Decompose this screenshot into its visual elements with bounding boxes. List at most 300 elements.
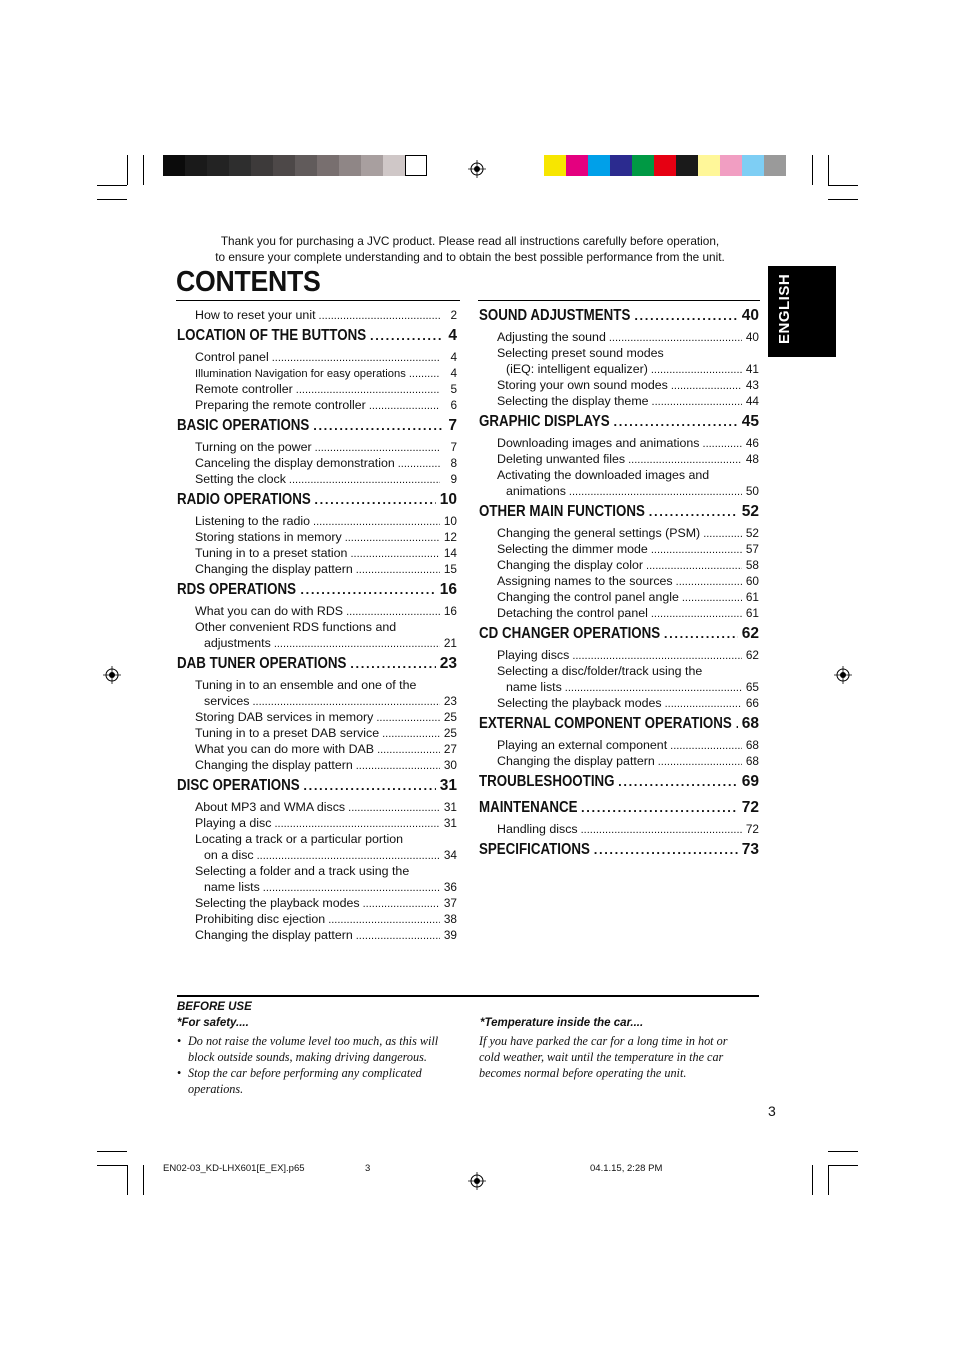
toc-item (479, 436, 759, 452)
toc-section-title: GRAPHIC DISPLAYS (479, 413, 610, 430)
toc-section-title: LOCATION OF THE BUTTONS (177, 327, 367, 344)
crop-mark (143, 1165, 144, 1195)
toc-item-page: 40 (745, 330, 759, 344)
toc-section-page: 73 (741, 841, 759, 858)
crop-mark (828, 1151, 858, 1152)
leader-dots (272, 352, 440, 364)
toc-item (177, 896, 457, 912)
toc-item-label: Storing DAB services in memory (195, 710, 374, 724)
toc-item (177, 382, 457, 398)
leader-dots (313, 516, 440, 528)
before-use-heading: BEFORE USE (177, 1001, 252, 1013)
crop-mark (812, 155, 813, 185)
toc-section-page: 40 (741, 307, 759, 324)
toc-item-page: 66 (745, 696, 759, 710)
toc-item-label: What you can do with RDS (195, 604, 344, 618)
toc-section-page: 16 (439, 581, 457, 598)
toc-item (479, 574, 759, 590)
toc-item-page: 8 (450, 456, 457, 470)
leader-dots (703, 528, 742, 540)
toc-item (177, 710, 457, 726)
toc-item (177, 530, 457, 546)
toc-item-page: 46 (745, 436, 759, 450)
leader-dots (594, 842, 738, 857)
print-swatch (163, 155, 185, 176)
print-swatch (720, 155, 742, 176)
leader-dots (319, 310, 440, 322)
divider (177, 995, 759, 997)
toc-item (177, 440, 457, 456)
print-swatch (764, 155, 786, 176)
toc-section-heading (177, 777, 457, 800)
toc-item-page: 15 (443, 562, 457, 576)
toc-item-label: Playing an external component (497, 738, 668, 752)
toc-item-label: Changing the display pattern (195, 928, 353, 942)
toc-item (177, 514, 457, 530)
toc-item-page: 57 (745, 542, 759, 556)
toc-item-page: 4 (450, 366, 457, 380)
toc-item-page: 39 (443, 928, 457, 942)
slug-page: 3 (365, 1163, 371, 1174)
safety-list (177, 1033, 457, 1097)
toc-item-label: Selecting a folder and a track using the (195, 864, 410, 878)
print-swatch (588, 155, 610, 176)
toc-item (479, 468, 759, 484)
divider (176, 300, 460, 301)
toc-item-label: Turning on the power (195, 440, 312, 454)
leader-dots (356, 760, 440, 772)
toc-section-title: SPECIFICATIONS (479, 841, 590, 858)
toc-item-label: Tuning in to a preset station (195, 546, 348, 560)
crop-mark (127, 155, 128, 185)
print-swatch (544, 155, 566, 176)
toc-item (479, 590, 759, 606)
temperature-text: If you have parked the car for a long time in hot or cold weather, wait until the temperature in the car becomes normal before operating the unit. (479, 1034, 728, 1080)
toc-section-title: DISC OPERATIONS (177, 777, 300, 794)
print-swatch (229, 155, 251, 176)
toc-item-page: 25 (443, 726, 457, 740)
toc-item-label: Selecting a disc/folder/track using the (497, 664, 703, 678)
toc-item-page: 4 (450, 350, 457, 364)
toc-item-label: Canceling the display demonstration (195, 456, 395, 470)
toc-item-label: Selecting the display theme (497, 394, 649, 408)
leader-dots (313, 418, 444, 433)
toc-item-page: 34 (443, 848, 457, 862)
toc-section-page: 23 (439, 655, 457, 672)
toc-item (479, 606, 759, 622)
toc-section-heading (177, 581, 457, 604)
leader-dots (703, 438, 742, 450)
toc-item (479, 680, 759, 696)
crop-mark (828, 1165, 829, 1195)
leader-dots (651, 364, 742, 376)
toc-item-page: 31 (443, 800, 457, 814)
leader-dots (649, 504, 738, 519)
toc-item (479, 452, 759, 468)
toc-item-page: 68 (745, 754, 759, 768)
toc-item-page: 25 (443, 710, 457, 724)
leader-dots (736, 716, 738, 731)
toc-item-label: Detaching the control panel (497, 606, 648, 620)
toc-item-page: 14 (443, 546, 457, 560)
toc-item-page: 21 (443, 636, 457, 650)
toc-item-page: 16 (443, 604, 457, 618)
language-tab (768, 266, 836, 357)
toc-item-label: Changing the display pattern (195, 562, 353, 576)
color-swatch-strip (544, 155, 786, 176)
toc-item (177, 832, 457, 848)
toc-item (479, 526, 759, 542)
leader-dots (314, 492, 435, 507)
leader-dots (296, 384, 440, 396)
toc-item-page: 61 (745, 590, 759, 604)
toc-item-label: Tuning in to a preset DAB service (195, 726, 380, 740)
toc-item-page: 62 (745, 648, 759, 662)
toc-item-page: 50 (745, 484, 759, 498)
toc-left-column (177, 308, 457, 944)
leader-dots (628, 454, 742, 466)
toc-item-label: Control panel (195, 350, 269, 364)
toc-item-page: 61 (745, 606, 759, 620)
crop-mark (97, 1151, 127, 1152)
toc-item-label: services (204, 694, 250, 708)
toc-item (177, 848, 457, 864)
toc-item-label: What you can do more with DAB (195, 742, 375, 756)
print-swatch (273, 155, 295, 176)
toc-item-label: Deleting unwanted files (497, 452, 626, 466)
toc-item-page: 52 (745, 526, 759, 540)
leader-dots (303, 778, 435, 793)
crop-mark (812, 1165, 813, 1195)
toc-item-label: Storing your own sound modes (497, 378, 668, 392)
print-swatch (383, 155, 405, 176)
leader-dots (345, 532, 440, 544)
toc-section-heading (177, 491, 457, 514)
toc-item (479, 484, 759, 500)
toc-item-label: Listening to the radio (195, 514, 311, 528)
toc-item (177, 546, 457, 562)
toc-item-label: Assigning names to the sources (497, 574, 673, 588)
toc-item-label: Remote controller (195, 382, 293, 396)
leader-dots (676, 576, 742, 588)
leader-dots (252, 696, 440, 708)
toc-item-label: Changing the display pattern (497, 754, 655, 768)
toc-section-title: OTHER MAIN FUNCTIONS (479, 503, 645, 520)
toc-item-page: 65 (745, 680, 759, 694)
leader-dots (370, 328, 444, 343)
toc-item (479, 754, 759, 770)
toc-item-page: 38 (443, 912, 457, 926)
toc-item-page: 9 (450, 472, 457, 486)
toc-item-label: Selecting the playback modes (497, 696, 662, 710)
toc-section-title: TROUBLESHOOTING (479, 773, 615, 790)
toc-section-title: MAINTENANCE (479, 799, 578, 816)
language-tab-label: ENGLISH (776, 273, 793, 344)
toc-item (177, 636, 457, 652)
toc-item (177, 816, 457, 832)
leader-dots (274, 818, 440, 830)
leader-dots (682, 592, 742, 604)
toc-section-heading (479, 503, 759, 526)
leader-dots (572, 650, 742, 662)
toc-section-heading (177, 327, 457, 350)
toc-item-page: 31 (443, 816, 457, 830)
safety-item: Do not raise the volume level too much, as this will block outside sounds, making driving dangerous. (188, 1034, 439, 1064)
toc-item-label: Selecting the playback modes (195, 896, 360, 910)
toc-item-page: 6 (450, 398, 457, 412)
crop-mark (828, 199, 858, 200)
intro-line: Thank you for purchasing a JVC product. Please read all instructions carefully before operation, (220, 234, 720, 248)
toc-item-label: How to reset your unit (195, 308, 316, 322)
toc-item (479, 394, 759, 410)
list-item: • Stop the car before performing any complicated operations. (177, 1065, 457, 1097)
toc-item-page: 43 (745, 378, 759, 392)
leader-dots (581, 824, 742, 836)
print-swatch (676, 155, 698, 176)
toc-section-heading (177, 655, 457, 678)
crop-mark (828, 1165, 858, 1166)
list-item: • Do not raise the volume level too much, as this will block outside sounds, making driving dangerous. (177, 1033, 457, 1065)
toc-item-label: Playing discs (497, 648, 570, 662)
toc-item-label: Changing the general settings (PSM) (497, 526, 701, 540)
print-swatch (339, 155, 361, 176)
leader-dots (363, 898, 440, 910)
toc-item (177, 726, 457, 742)
toc-item-page: 30 (443, 758, 457, 772)
leader-dots (356, 564, 440, 576)
print-swatch (654, 155, 676, 176)
leader-dots (670, 740, 742, 752)
leader-dots (398, 458, 440, 470)
toc-item (177, 864, 457, 880)
page-title: CONTENTS (176, 266, 321, 298)
leader-dots (300, 582, 435, 597)
toc-item (479, 822, 759, 838)
toc-item (479, 696, 759, 712)
toc-section-page: 69 (741, 773, 759, 790)
leader-dots (350, 548, 440, 560)
toc-item-label: on a disc (204, 848, 254, 862)
crop-mark (127, 1165, 128, 1195)
toc-item (177, 880, 457, 896)
toc-item-label: Changing the display pattern (195, 758, 353, 772)
registration-mark-icon (103, 666, 121, 684)
slug-date: 04.1.15, 2:28 PM (590, 1163, 663, 1174)
toc-item-page: 12 (443, 530, 457, 544)
toc-section-heading (479, 799, 759, 822)
toc-item (479, 378, 759, 394)
toc-section-page: 72 (741, 799, 759, 816)
crop-mark (97, 185, 127, 186)
leader-dots (409, 368, 440, 380)
toc-item (177, 678, 457, 694)
leader-dots (289, 474, 440, 486)
toc-item (177, 800, 457, 816)
toc-item-label: Downloading images and animations (497, 436, 700, 450)
toc-item-page: 72 (745, 822, 759, 836)
leader-dots (618, 774, 738, 789)
toc-section-heading (479, 715, 759, 738)
leader-dots (581, 800, 738, 815)
leader-dots (664, 626, 738, 641)
toc-item (479, 648, 759, 664)
toc-item-page: 58 (745, 558, 759, 572)
toc-section-title: SOUND ADJUSTMENTS (479, 307, 631, 324)
print-swatch (185, 155, 207, 176)
leader-dots (646, 560, 742, 572)
gray-swatch-strip (163, 155, 427, 176)
leader-dots (315, 442, 440, 454)
crop-mark (97, 199, 127, 200)
leader-dots (350, 656, 435, 671)
leader-dots (346, 606, 440, 618)
print-swatch (295, 155, 317, 176)
toc-item-label: Activating the downloaded images and (497, 468, 710, 482)
toc-item-label: Storing stations in memory (195, 530, 342, 544)
toc-section-title: RADIO OPERATIONS (177, 491, 311, 508)
leader-dots (658, 756, 742, 768)
registration-mark-icon (468, 1172, 486, 1190)
toc-item-label: Other convenient RDS functions and (195, 620, 397, 634)
toc-section-heading (479, 307, 759, 330)
print-swatch (207, 155, 229, 176)
page-number: 3 (768, 1103, 776, 1119)
toc-section-page: 68 (741, 715, 759, 732)
toc-item-label: Adjusting the sound (497, 330, 606, 344)
toc-section-page: 4 (448, 327, 457, 344)
toc-section-title: BASIC OPERATIONS (177, 417, 310, 434)
print-swatch (251, 155, 273, 176)
toc-item-label: adjustments (204, 636, 271, 650)
print-swatch (610, 155, 632, 176)
leader-dots (614, 414, 738, 429)
toc-item-label: Setting the clock (195, 472, 286, 486)
divider (478, 300, 760, 301)
leader-dots (671, 380, 742, 392)
leader-dots (274, 638, 440, 650)
leader-dots (651, 544, 742, 556)
crop-mark (97, 1165, 127, 1166)
toc-item-page: 60 (745, 574, 759, 588)
toc-item-label: Prohibiting disc ejection (195, 912, 326, 926)
toc-section-page: 52 (741, 503, 759, 520)
toc-section-page: 45 (741, 413, 759, 430)
toc-item-label: Selecting preset sound modes (497, 346, 664, 360)
toc-item (177, 620, 457, 636)
slug-file: EN02-03_KD-LHX601[E_EX].p65 (163, 1163, 305, 1174)
temperature-heading: *Temperature inside the car.... (480, 1017, 644, 1029)
leader-dots (609, 332, 742, 344)
print-swatch (698, 155, 720, 176)
toc-section-heading (177, 417, 457, 440)
toc-section-page: 62 (741, 625, 759, 642)
toc-item-page: 10 (443, 514, 457, 528)
print-swatch (361, 155, 383, 176)
toc-item (479, 542, 759, 558)
toc-item-label: Preparing the remote controller (195, 398, 366, 412)
toc-item (479, 362, 759, 378)
toc-item (479, 738, 759, 754)
toc-item-label: Changing the control panel angle (497, 590, 679, 604)
toc-item-page: 2 (450, 308, 457, 322)
toc-item-page: 23 (443, 694, 457, 708)
toc-section-title: CD CHANGER OPERATIONS (479, 625, 661, 642)
toc-item-label: Locating a track or a particular portion (195, 832, 403, 846)
registration-mark-icon (834, 666, 852, 684)
print-swatch (405, 155, 427, 176)
crop-mark (143, 155, 144, 185)
leader-dots (569, 486, 742, 498)
toc-item-label: Changing the display color (497, 558, 644, 572)
leader-dots (263, 882, 440, 894)
toc-item-page: 41 (745, 362, 759, 376)
toc-item-page: 5 (450, 382, 457, 396)
toc-item-label: animations (506, 484, 566, 498)
toc-item (479, 558, 759, 574)
toc-item-label: Handling discs (497, 822, 578, 836)
toc-item (479, 346, 759, 362)
print-swatch (317, 155, 339, 176)
toc-item (177, 456, 457, 472)
leader-dots (257, 850, 440, 862)
crop-mark (828, 185, 858, 186)
leader-dots (634, 308, 737, 323)
toc-item-label: Selecting the dimmer mode (497, 542, 648, 556)
toc-right-column (479, 307, 759, 864)
toc-item (177, 694, 457, 710)
print-swatch (632, 155, 654, 176)
toc-item-label: About MP3 and WMA discs (195, 800, 346, 814)
toc-section-page: 10 (439, 491, 457, 508)
toc-item (177, 308, 457, 324)
toc-item (479, 330, 759, 346)
safety-heading: *For safety.... (177, 1017, 249, 1029)
toc-item (177, 742, 457, 758)
toc-item (177, 562, 457, 578)
toc-item (177, 398, 457, 414)
toc-section-title: RDS OPERATIONS (177, 581, 297, 598)
toc-item (177, 604, 457, 620)
leader-dots (377, 744, 440, 756)
leader-dots (356, 930, 440, 942)
leader-dots (376, 712, 440, 724)
intro-text (170, 233, 770, 265)
safety-item: Stop the car before performing any complicated operations. (188, 1066, 422, 1096)
toc-item-label: Illumination Navigation for easy operations (195, 368, 406, 380)
toc-item-page: 36 (443, 880, 457, 894)
toc-item-page: 27 (443, 742, 457, 756)
crop-mark (828, 155, 829, 185)
print-swatch (566, 155, 588, 176)
toc-item (177, 350, 457, 366)
toc-item-page: 68 (745, 738, 759, 752)
toc-item-label: Playing a disc (195, 816, 272, 830)
toc-item (177, 366, 457, 382)
toc-item-page: 44 (745, 394, 759, 408)
leader-dots (328, 914, 440, 926)
leader-dots (369, 400, 440, 412)
leader-dots (348, 802, 440, 814)
toc-item (177, 758, 457, 774)
leader-dots (565, 682, 742, 694)
toc-item (177, 472, 457, 488)
toc-item-page: 37 (443, 896, 457, 910)
toc-item-label: Tuning in to an ensemble and one of the (195, 678, 417, 692)
leader-dots (382, 728, 440, 740)
toc-section-heading (479, 625, 759, 648)
toc-item (177, 928, 457, 944)
print-swatch (742, 155, 764, 176)
